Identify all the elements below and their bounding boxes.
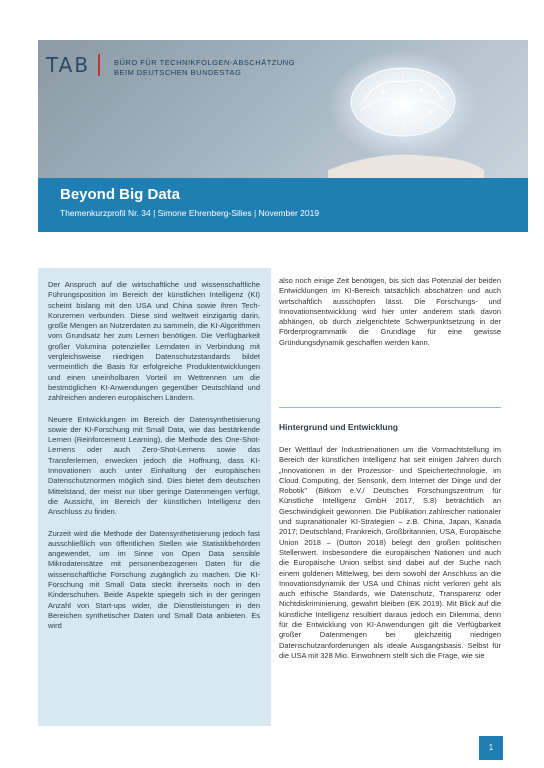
summary-panel (38, 268, 271, 726)
column-2-body (279, 445, 501, 672)
document-subtitle: Themenkurzprofil Nr. 34 | Simone Ehrenberg-Silies | November 2019 (60, 208, 320, 218)
brain-icon (343, 62, 463, 140)
summary-paragraph-3: Zurzeit wird die Methode der Datensynthetisierung jedoch fast ausschließlich von öffentlichen Stellen wie Statistikbehörden angewendet, um im Sinne von Open Data sensible Mikrodatensätze mit personenbezogenen Daten für die wissenschaftliche Forschung zugänglich zu machen. Die KI-Forschung mit Small Data steckt ihrerseits noch in den Kinderschuhen. Beide Aspekte spiegeln sich in der geringen Anzahl von Start-ups wider, die Dienstleistungen in den Bereichen synthetischer Daten und Small Data anbieten. Es wird (48, 528, 260, 631)
logo-mark-icon (96, 52, 106, 78)
section-divider (279, 407, 501, 408)
header-image (38, 40, 528, 178)
org-line-1: BÜRO FÜR TECHNIKFOLGEN-ABSCHÄTZUNG (114, 58, 296, 67)
column-2-top (279, 276, 501, 359)
summary-paragraph-2: Neuere Entwicklungen im Bereich der Datensynthetisierung sowie der KI-Forschung mit Small Data, wie das bestärkende Lernen (Reinforcement Learning), die Methode des One-Shot-Lernens oder auch Zero-Shot-Lernens sowie das Transferlernen, erwecken jedoch die Hoffnung, dass KI-Innovationen auch unter Einhaltung der europäischen Datenschutznormen möglich sind. Dies bietet dem deutschen Mittelstand, der meist nur über geringe Datenmengen verfügt, die Aussicht, im Bereich der künstlichen Intelligenz den Anschluss zu finden. (48, 414, 260, 517)
title-band (38, 178, 528, 232)
summary-paragraph-1: Der Anspruch auf die wirtschaftliche und wissenschaftliche Führungsposition im Bereich der künstlichen Intelligenz (KI) scheint bislang mit den USA und China sowie ihren Tech-Konzernen verbunden. Diese sind weltweit einzigartig darin, große Mengen an Nutzerdaten zu sammeln, die KI-Algorithmen vom Grundsatz her zum Lernen benötigen. Die Verfügbarkeit großer Volumina potenzieller Lerndaten in Verbindung mit vergleichsweise niedrigen Datenschutzstandards bildet vermeintlich die Basis für erfolgreiche Produktentwicklungen und einen uneinholbaren Vorteil im Wettrennen um die bestmöglichen KI-Anwendungen gegenüber Deutschland und zahlreichen anderen europäischen Ländern. (48, 280, 260, 403)
organisation-name (114, 58, 295, 78)
continuation-paragraph: also noch einige Zeit benötigen, bis sich das Potenzial der beiden Entwicklungen im KI-Bereich tatsächlich abschätzen und auch wirtschaftlich ausschöpfen lässt. Die Forschungs- und Innovationsentwicklung wird hier unter anderem stark davon abhängen, ob durch zielgerichtete Schwerpunktsetzung in der Förderprogrammatik die Grundlage für eine gewisse Gründungsdynamik geschaffen werden kann. (279, 276, 501, 347)
body-paragraph: Der Wettlauf der Industrienationen um die Vormachtstellung im Bereich der künstlichen Intelligenz hat seit einigen Jahren durch „Innovationen in der Prozessor- und Speichertechnologie, im Cloud Computing, der Sensorik, dem Internet der Dinge und der Robotik" (Bitkom e.V./ Deutsches Forschungszentrum für Künstliche Intelligenz GmbH 2017, S.8) beträchtlich an Geschwindigkeit gewonnen. Die Publikation zahlreicher nationaler und supranationaler KI-Strategien – z.B. China, Japan, Kanada 2017; Deutschland, Frankreich, Großbritannien, USA, Europäische Union 2018 – (Dutton 2018) belegt den großen politischen Stellenwert. Insbesondere die europäischen Nationen und auch die Europäische Union selbst sind dabei auf der Suche nach einem goldenen Mittelweg, bei dem sowohl der Anschluss an die Innovationsdynamik der USA und Chinas nicht verloren geht als auch ethische Standards, wie Datenschutz, Transparenz oder Nichtdiskriminierung, gewahrt bleiben (EK 2019). Mit Blick auf die künstliche Intelligenz resultiert daraus jedoch ein Dilemma, denn für die Entwicklung von KI-Anwendungen gilt die Verfügbarkeit großer Datenmengen bei gleichzeitig niedrigen Datenschutzanforderungen als ideale Ausgangsbasis. Selbst für die USA mit 328 Mio. Einwohnern stellt sich die Frage, wie sie (279, 445, 501, 660)
section-heading: Hintergrund und Entwicklung (279, 422, 398, 432)
org-line-2: BEIM DEUTSCHEN BUNDESTAG (114, 68, 242, 77)
hand-icon (318, 140, 488, 178)
tab-logo: TAB (46, 53, 91, 77)
page-number: 1 (479, 736, 503, 760)
document-title: Beyond Big Data (60, 186, 181, 203)
